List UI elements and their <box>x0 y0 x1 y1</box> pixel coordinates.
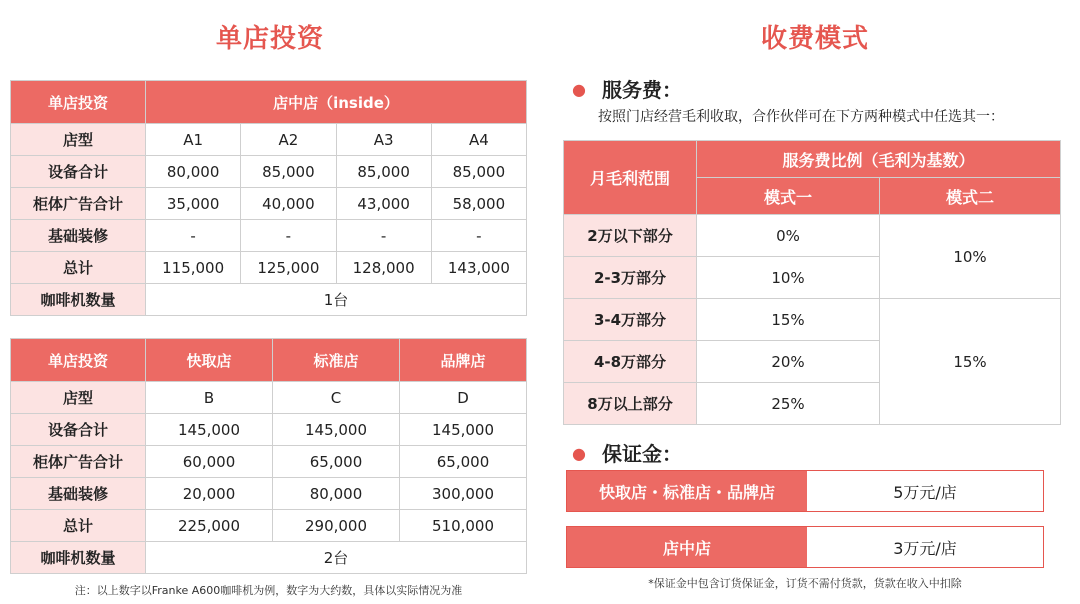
table-cell: - <box>241 220 336 252</box>
table-cell: 15% <box>697 299 880 341</box>
table-cell: - <box>431 220 526 252</box>
table-cell: 143,000 <box>431 252 526 284</box>
table-row <box>11 188 527 220</box>
table-cell: A3 <box>336 124 431 156</box>
table-row <box>564 299 1061 341</box>
table-cell: 80,000 <box>146 156 241 188</box>
deposit-heading <box>572 438 682 467</box>
table-row <box>11 478 527 510</box>
service-fee-heading <box>572 74 682 103</box>
table-cell: 145,000 <box>400 414 527 446</box>
deposit-amount: 5万元/店 <box>807 471 1043 511</box>
table-row <box>11 414 527 446</box>
range-label: 2万以下部分 <box>564 215 697 257</box>
table-row <box>11 510 527 542</box>
table-cell: 510,000 <box>400 510 527 542</box>
deposit-store-types: 店中店 <box>567 527 807 567</box>
table-cell: - <box>336 220 431 252</box>
row-label: 总计 <box>11 510 146 542</box>
table-cell: 10% <box>880 215 1061 299</box>
table-cell: - <box>146 220 241 252</box>
table-header-row <box>11 81 527 124</box>
table-row <box>11 542 527 574</box>
row-label: 咖啡机数量 <box>11 542 146 574</box>
row-label: 柜体广告合计 <box>11 446 146 478</box>
table-cell: 20,000 <box>146 478 273 510</box>
deposit-store-types: 快取店・标准店・品牌店 <box>567 471 807 511</box>
table-cell: 145,000 <box>146 414 273 446</box>
table-cell: 65,000 <box>400 446 527 478</box>
table-row <box>11 156 527 188</box>
left-section-title: 单店投资 <box>215 24 324 54</box>
row-label: 设备合计 <box>11 414 146 446</box>
group-header: 店中店（inside） <box>146 81 527 124</box>
mode1-header: 模式一 <box>697 178 880 215</box>
table-cell: 0% <box>697 215 880 257</box>
table-cell: 128,000 <box>336 252 431 284</box>
corner-header: 单店投资 <box>11 339 146 382</box>
row-label: 柜体广告合计 <box>11 188 146 220</box>
table-cell: C <box>273 382 400 414</box>
table-row <box>564 215 1061 257</box>
table-row <box>11 284 527 316</box>
store-type-investment-table <box>10 338 527 574</box>
table-cell: 225,000 <box>146 510 273 542</box>
bullet-dot-icon: ● <box>572 80 586 99</box>
table-cell: D <box>400 382 527 414</box>
inside-store-investment-table <box>10 80 527 316</box>
table-cell: A2 <box>241 124 336 156</box>
table-row <box>11 220 527 252</box>
column-header: 快取店 <box>146 339 273 382</box>
table-cell: 85,000 <box>431 156 526 188</box>
table-cell: 43,000 <box>336 188 431 220</box>
table-row <box>11 382 527 414</box>
table-cell: 60,000 <box>146 446 273 478</box>
row-label: 店型 <box>11 124 146 156</box>
table-cell: 20% <box>697 341 880 383</box>
table-header-row <box>11 339 527 382</box>
deposit-amount: 3万元/店 <box>807 527 1043 567</box>
table-cell: B <box>146 382 273 414</box>
table-cell: A1 <box>146 124 241 156</box>
table-cell: 1台 <box>146 284 527 316</box>
table-cell: A4 <box>431 124 526 156</box>
right-section-title: 收费模式 <box>760 24 869 54</box>
row-label: 设备合计 <box>11 156 146 188</box>
range-label: 8万以上部分 <box>564 383 697 425</box>
corner-header: 单店投资 <box>11 81 146 124</box>
table-header-row <box>564 141 1061 178</box>
range-label: 4-8万部分 <box>564 341 697 383</box>
table-cell: 80,000 <box>273 478 400 510</box>
deposit-row <box>566 470 1044 512</box>
deposit-label: 保证金： <box>601 442 682 466</box>
table-cell: 35,000 <box>146 188 241 220</box>
table-cell: 15% <box>880 299 1061 425</box>
table-cell: 25% <box>697 383 880 425</box>
table-cell: 125,000 <box>241 252 336 284</box>
table-cell: 40,000 <box>241 188 336 220</box>
row-label: 基础装修 <box>11 478 146 510</box>
table-cell: 2台 <box>146 542 527 574</box>
ratio-header: 服务费比例（毛利为基数） <box>697 141 1061 178</box>
column-header: 品牌店 <box>400 339 527 382</box>
row-label: 总计 <box>11 252 146 284</box>
table-cell: 58,000 <box>431 188 526 220</box>
table-cell: 300,000 <box>400 478 527 510</box>
service-fee-table <box>563 140 1061 425</box>
bullet-dot-icon: ● <box>572 444 586 463</box>
service-fee-label: 服务费： <box>601 78 682 102</box>
table-row <box>11 446 527 478</box>
deposit-footnote: *保证金中包含订货保证金，订货不需付货款，货款在收入中扣除 <box>648 577 962 590</box>
table-cell: 145,000 <box>273 414 400 446</box>
row-label: 店型 <box>11 382 146 414</box>
mode2-header: 模式二 <box>880 178 1061 215</box>
service-fee-description: 按照门店经营毛利收取，合作伙伴可在下方两种模式中任选其一： <box>598 109 1004 125</box>
range-label: 3-4万部分 <box>564 299 697 341</box>
table-cell: 115,000 <box>146 252 241 284</box>
table-cell: 65,000 <box>273 446 400 478</box>
left-footnote: 注：以上数字以Franke A600咖啡机为例，数字为大约数，具体以实际情况为准 <box>74 584 463 597</box>
deposit-row <box>566 526 1044 568</box>
table-cell: 290,000 <box>273 510 400 542</box>
table-row <box>11 124 527 156</box>
table-cell: 85,000 <box>241 156 336 188</box>
row-label: 咖啡机数量 <box>11 284 146 316</box>
table-cell: 85,000 <box>336 156 431 188</box>
row-label: 基础装修 <box>11 220 146 252</box>
table-cell: 10% <box>697 257 880 299</box>
range-label: 2-3万部分 <box>564 257 697 299</box>
column-header: 标准店 <box>273 339 400 382</box>
table-row <box>11 252 527 284</box>
range-header: 月毛利范围 <box>564 141 697 215</box>
